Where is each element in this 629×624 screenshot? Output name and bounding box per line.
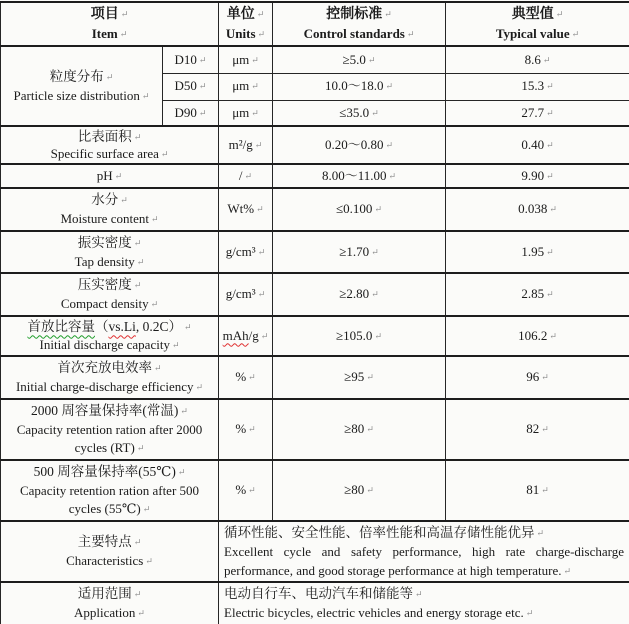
characteristics-content-cell: 循环性能、安全性能、倍率性能和高温存储性能优异 ↵ Excellent cycle and safety performance, high rate charge-discharge performance, and good storage performance at high temperature. ↵ (219, 521, 629, 582)
control-cell: ≥80 ↵ (273, 399, 446, 460)
header-control-en: Control standards ↵ (304, 26, 415, 41)
typical-cell: 2.85 ↵ (446, 273, 629, 316)
control-cell: 10.0～18.0 ↵ (273, 73, 446, 100)
control-cell: ≥1.70 ↵ (273, 231, 446, 274)
header-typical (446, 2, 629, 46)
row-ph (1, 164, 629, 188)
header-row (1, 2, 629, 46)
spellcheck-red-underline: mAh (223, 328, 249, 343)
header-control (273, 2, 446, 46)
units-cell: μm ↵ (219, 100, 273, 126)
header-units-en: Units ↵ (226, 26, 265, 41)
header-item-zh: 项目 ↵ (91, 7, 129, 22)
units-cell: / ↵ (219, 164, 273, 188)
header-item-en: Item ↵ (92, 26, 128, 41)
header-typical-zh: 典型值 ↵ (512, 7, 564, 22)
header-typical-en: Typical value ↵ (496, 26, 579, 41)
units-cell: mAh/g ↵ (219, 316, 273, 356)
header-item (1, 2, 219, 46)
control-cell: 0.20～0.80 ↵ (273, 126, 446, 164)
item-cell: 主要特点 ↵ Characteristics ↵ (1, 521, 219, 582)
application-content-cell: 电动自行车、电动汽车和储能等 ↵ Electric bicycles, electric vehicles and energy storage etc. ↵ (219, 582, 629, 624)
item-cell: pH ↵ (1, 164, 219, 188)
typical-cell: 1.95 ↵ (446, 231, 629, 274)
item-cell: 500 周容量保持率(55℃) ↵ Capacity retention ration after 500 cycles (55℃) ↵ (1, 460, 219, 521)
units-cell: m²/g ↵ (219, 126, 273, 164)
typical-cell: 9.90 ↵ (446, 164, 629, 188)
item-cell: 2000 周容量保持率(常温) ↵ Capacity retention ration after 2000 cycles (RT) ↵ (1, 399, 219, 460)
typical-cell: 0.40 ↵ (446, 126, 629, 164)
item-cell: 水分 ↵ Moisture content ↵ (1, 188, 219, 231)
control-cell: ≥2.80 ↵ (273, 273, 446, 316)
row-retention-500 (1, 460, 629, 521)
typical-cell: 27.7 ↵ (446, 100, 629, 126)
particle-label-en: Particle size distribution ↵ (14, 88, 150, 103)
control-cell: 8.00～11.00 ↵ (273, 164, 446, 188)
row-moisture (1, 188, 629, 231)
row-specific-surface-area (1, 126, 629, 164)
row-particle-d10 (1, 46, 629, 73)
header-units (219, 2, 273, 46)
typical-cell: 0.038 ↵ (446, 188, 629, 231)
row-initial-efficiency (1, 356, 629, 399)
control-cell: ≥95 ↵ (273, 356, 446, 399)
typical-cell: 15.3 ↵ (446, 73, 629, 100)
spec-table (0, 1, 629, 624)
item-cell: 振实密度 ↵ Tap density ↵ (1, 231, 219, 274)
typical-cell: 106.2 ↵ (446, 316, 629, 356)
particle-sub-cell: D90 ↵ (163, 100, 219, 126)
units-cell: Wt% ↵ (219, 188, 273, 231)
item-cell: 压实密度 ↵ Compact density ↵ (1, 273, 219, 316)
particle-label-zh: 粒度分布 ↵ (50, 69, 114, 84)
row-initial-discharge-capacity (1, 316, 629, 356)
spellcheck-red-underline: vs.Li (108, 319, 135, 334)
control-cell: ≤0.100 ↵ (273, 188, 446, 231)
units-cell: % ↵ (219, 399, 273, 460)
item-cell: 适用范围 ↵ Application ↵ (1, 582, 219, 624)
units-cell: μm ↵ (219, 46, 273, 73)
item-cell: 首次充放电效率 ↵ Initial charge-discharge efficiency ↵ (1, 356, 219, 399)
control-cell: ≥105.0 ↵ (273, 316, 446, 356)
typical-cell: 82 ↵ (446, 399, 629, 460)
particle-sub-cell: D50 ↵ (163, 73, 219, 100)
control-cell: ≥80 ↵ (273, 460, 446, 521)
units-cell: μm ↵ (219, 73, 273, 100)
row-compact-density (1, 273, 629, 316)
item-cell: 首放比容量（vs.Li, 0.2C） ↵ Initial discharge capacity ↵ (1, 316, 219, 356)
row-retention-2000 (1, 399, 629, 460)
item-cell: 比表面积 ↵ Specific surface area ↵ (1, 126, 219, 164)
units-cell: % ↵ (219, 356, 273, 399)
typical-cell: 8.6 ↵ (446, 46, 629, 73)
units-cell: g/cm³ ↵ (219, 231, 273, 274)
header-units-zh: 单位 ↵ (227, 7, 265, 22)
units-cell: % ↵ (219, 460, 273, 521)
row-tap-density (1, 231, 629, 274)
spellcheck-green-underline: 首放比容量 (27, 319, 95, 334)
row-characteristics (1, 521, 629, 582)
control-cell: ≤35.0 ↵ (273, 100, 446, 126)
typical-cell: 81 ↵ (446, 460, 629, 521)
typical-cell: 96 ↵ (446, 356, 629, 399)
particle-sub-cell: D10 ↵ (163, 46, 219, 73)
row-application (1, 582, 629, 624)
header-control-zh: 控制标准 ↵ (326, 7, 392, 22)
control-cell: ≥5.0 ↵ (273, 46, 446, 73)
particle-label-cell (1, 46, 163, 126)
units-cell: g/cm³ ↵ (219, 273, 273, 316)
